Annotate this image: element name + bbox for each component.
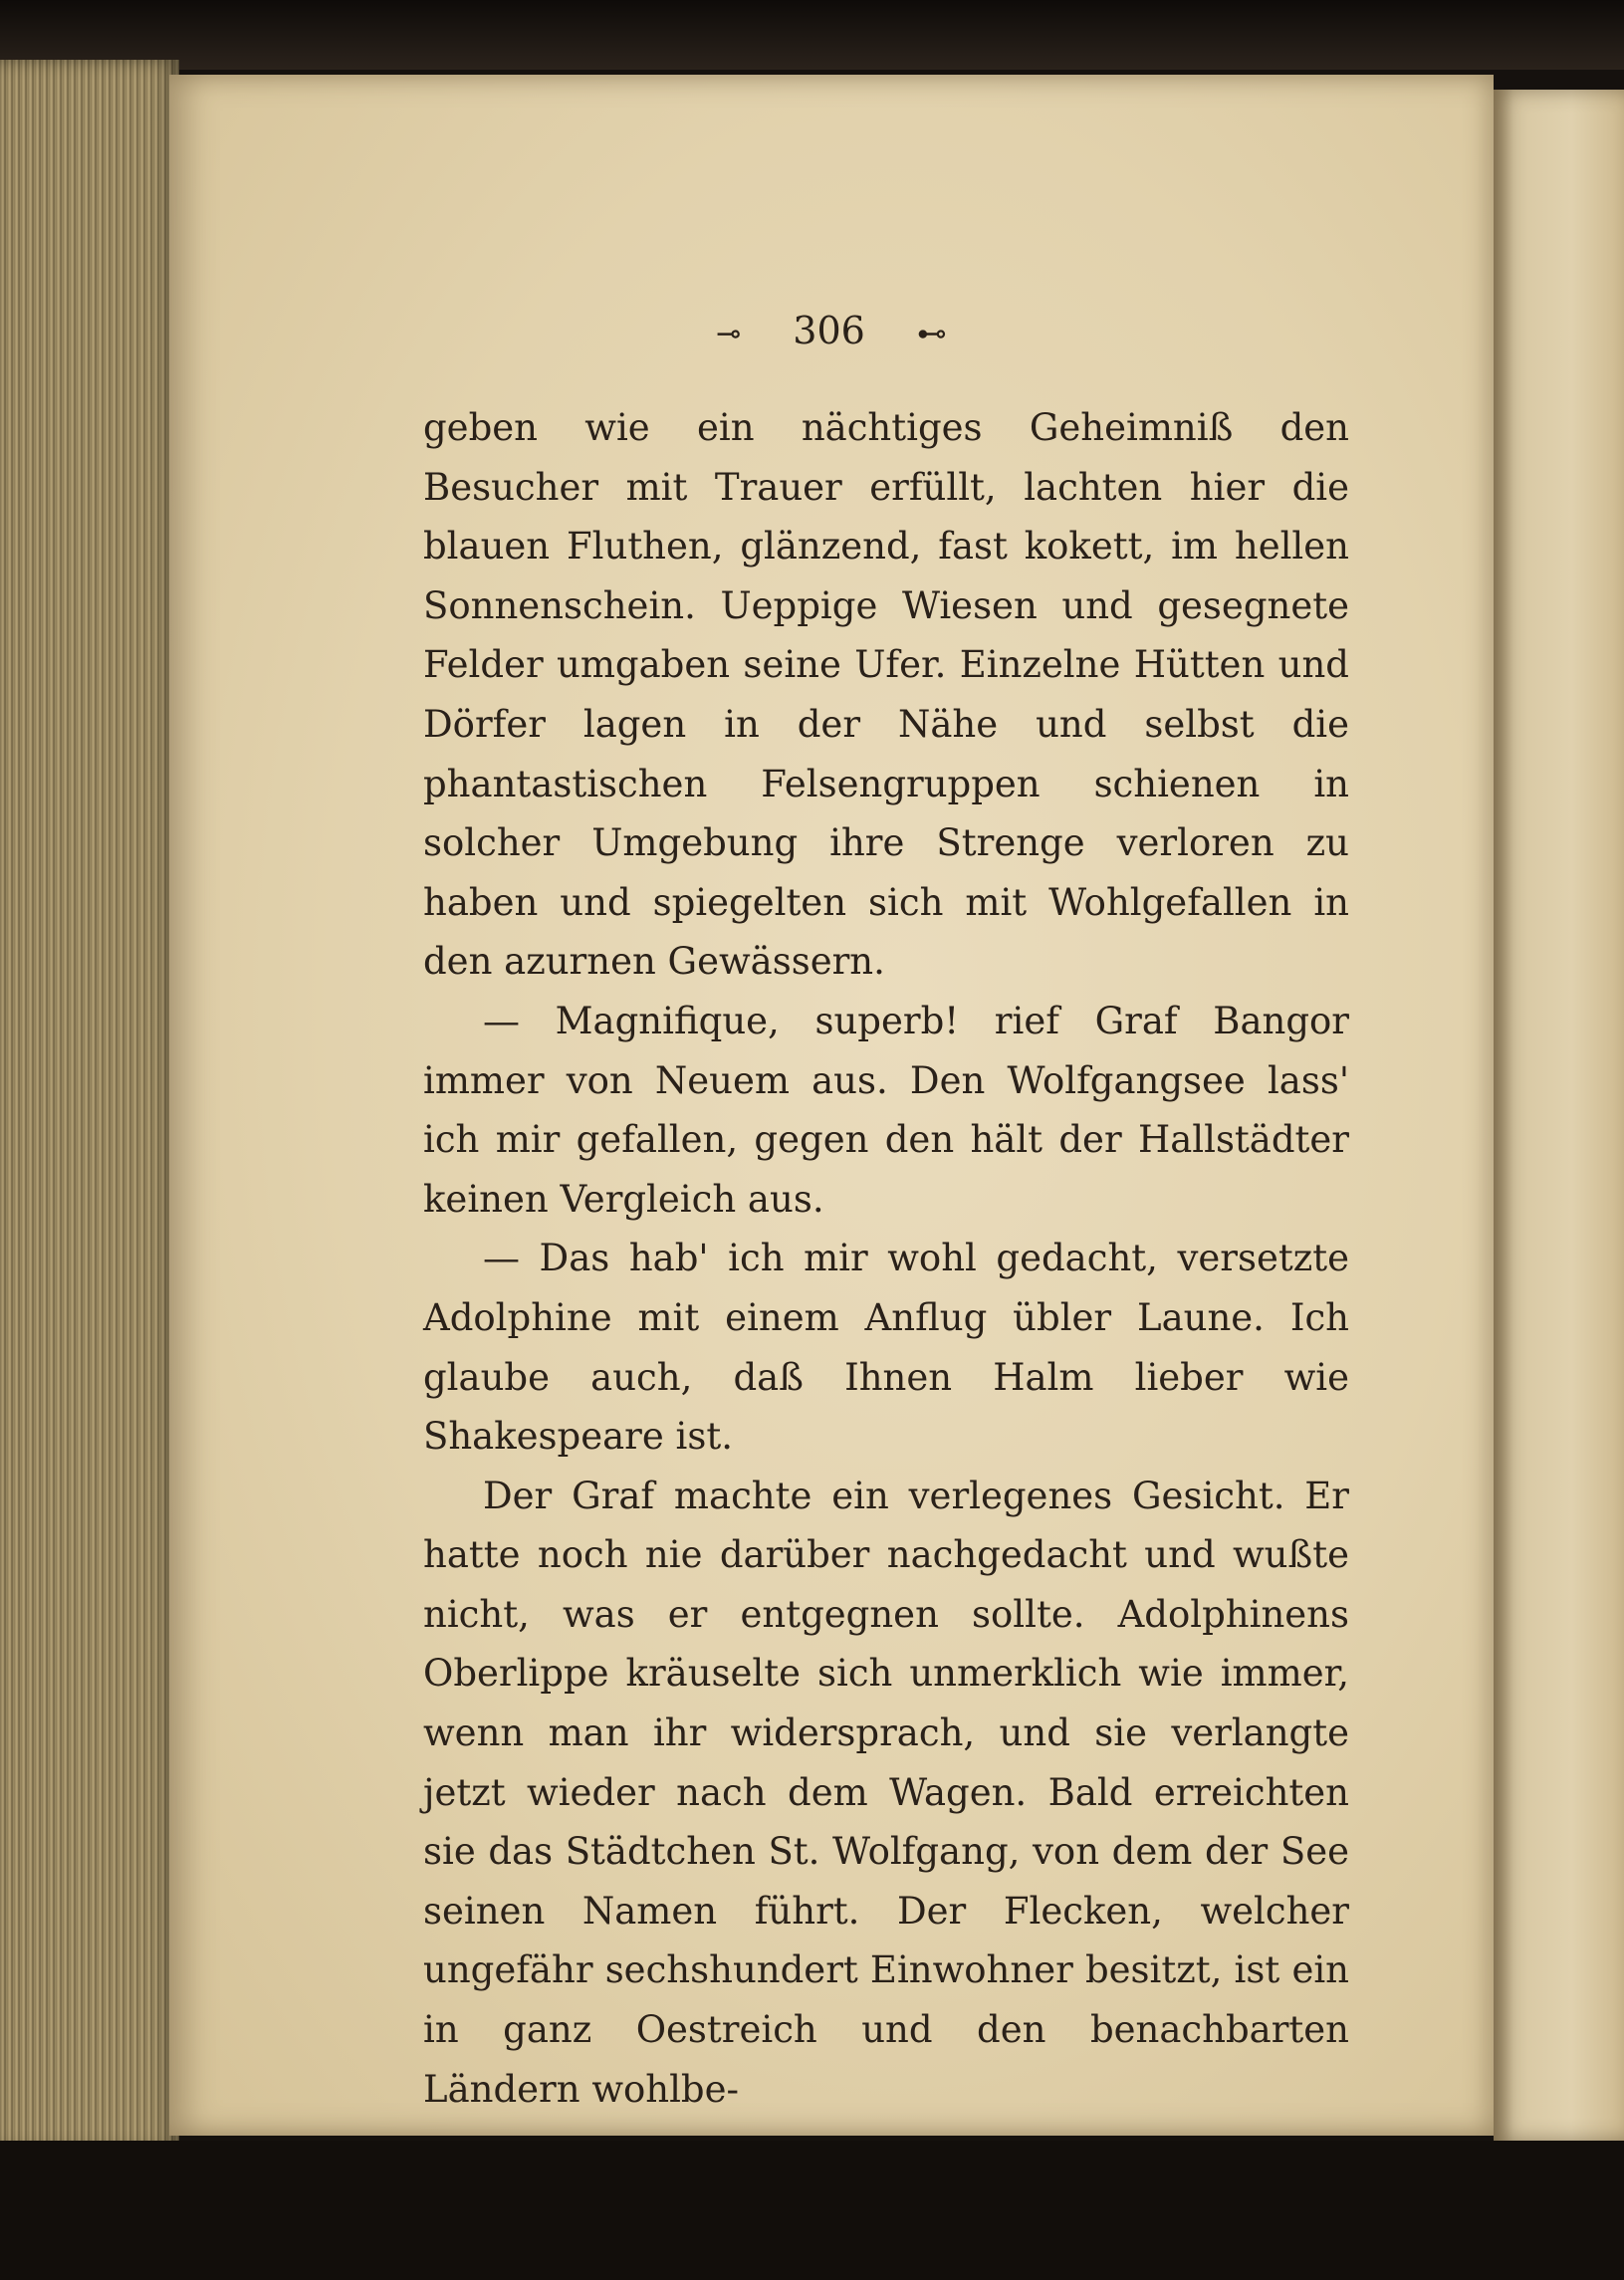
next-page-edge [1494,90,1624,2141]
page-number: 306 [793,309,865,352]
page-edges [0,60,179,2151]
paragraph-3: — Das hab' ich mir wohl gedacht, versetzte Adolphine mit einem Anflug übler Laune. Ich glaube auch, daß Ihnen Halm lieber wie Shakespeare ist. [423,1237,1349,1459]
paragraph-1: geben wie ein nächtiges Geheimniß den Besucher mit Trauer erfüllt, lachten hier die blauen Fluthen, glänzend, fast kokett, im hellen Sonnenschein. Ueppige Wiesen und gesegnete Felder umgaben seine Ufer. Einzelne Hütten und Dörfer lagen in der Nähe und selbst die phantastischen Felsengruppen schienen in solcher Umgebung ihre Strenge verloren zu haben und spiegelten sich mit Wohlgefallen in den azurnen Gewässern. [423,406,1349,984]
paragraph-4: Der Graf machte ein verlegenes Gesicht. Er hatte noch nie darüber nachgedacht und wußte nicht, was er entgegnen sollte. Adolphinens Oberlippe kräuselte sich unmerklich wie immer, wenn man ihr widersprach, und sie verlangte jetzt wieder nach dem Wagen. Bald erreichten sie das Städtchen St. Wolfgang, von dem der See seinen Namen führt. Der Flecken, welcher ungefähr sechshundert Einwohner besitzt, ist ein in ganz Oestreich und den benachbarten Ländern wohlbe- [423,1474,1349,2111]
book-cover-top [0,0,1624,70]
ornament-left-icon: ⊸ [716,317,742,351]
page-header [169,309,1494,352]
ornament-right-icon: ⊷ [916,317,947,351]
paragraph-2: — Magnifique, superb! rief Graf Bangor immer von Neuem aus. Den Wolfgangsee lass' ich mir gefallen, gegen den hält der Hallstädter keinen Vergleich aus. [423,999,1349,1221]
body-text [423,398,1349,2119]
book-cover-bottom [0,2141,1624,2280]
